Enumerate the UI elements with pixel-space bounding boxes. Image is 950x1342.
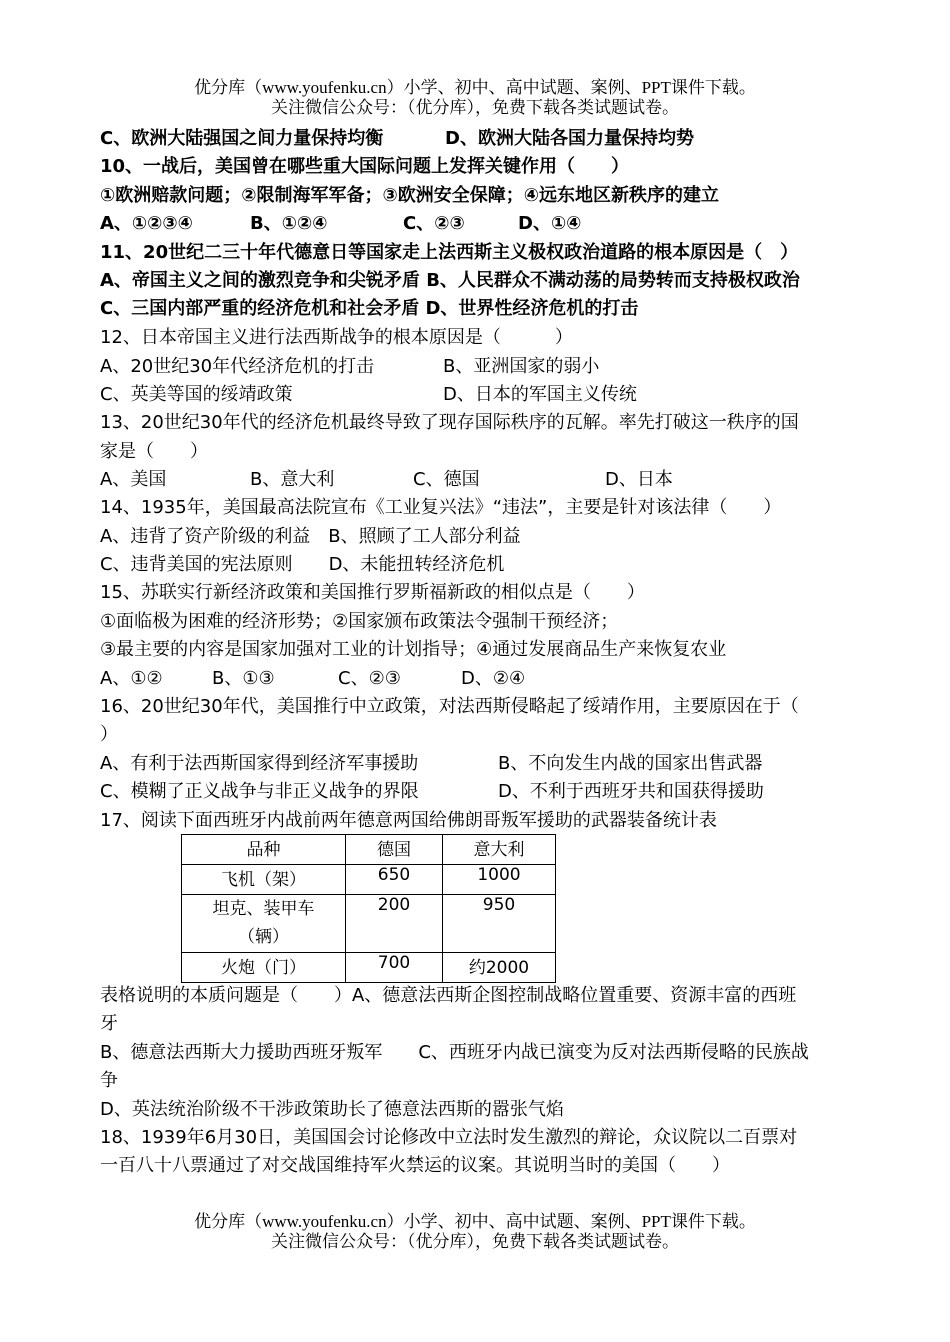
table-row — [182, 953, 556, 983]
q16-option-d: D、不利于西班牙共和国获得援助 — [498, 781, 764, 802]
q17-line-3: B、德意法西斯大力援助西班牙叛军 C、西班牙内战已演变为反对法西斯侵略的民族战 — [100, 1042, 809, 1063]
table-header-cell: 意大利 — [443, 835, 556, 865]
q17-stem: 17、阅读下面西班牙内战前两年德意两国给佛朗哥叛军援助的武器装备统计表 — [100, 810, 717, 831]
table-cell: 火炮（门） — [182, 953, 346, 983]
page-header-line-2: 关注微信公众号：（优分库），免费下载各类试题试卷。 — [271, 98, 679, 117]
q17-line-4: 争 — [100, 1070, 118, 1091]
q14-options-ab: A、违背了资产阶级的利益 B、照顾了工人部分利益 — [100, 526, 521, 547]
q14-options-cd: C、违背美国的宪法原则 D、未能扭转经济危机 — [100, 554, 505, 575]
page-footer-line-1: 优分库（www.youfenku.cn）小学、初中、高中试题、案例、PPT课件下载。 — [194, 1212, 756, 1231]
weapons-table — [181, 834, 556, 983]
table-row — [182, 895, 556, 953]
page-header-line-1: 优分库（www.youfenku.cn）小学、初中、高中试题、案例、PPT课件下载。 — [194, 78, 756, 97]
table-cell: 200 — [346, 895, 443, 953]
page-footer-line-2: 关注微信公众号：（优分库），免费下载各类试题试卷。 — [271, 1232, 679, 1251]
table-cell: 坦克、装甲车（辆） — [182, 895, 346, 953]
q10-option-b: B、①②④ — [250, 213, 328, 234]
q15-item-line-2: ③最主要的内容是国家加强对工业的计划指导；④通过发展商品生产来恢复农业 — [100, 639, 727, 660]
table-cell: 飞机（架） — [182, 865, 346, 895]
table-header-cell: 德国 — [346, 835, 443, 865]
q16-option-a: A、有利于法西斯国家得到经济军事援助 — [100, 753, 419, 774]
q11-options-cd: C、三国内部严重的经济危机和社会矛盾 D、世界性经济危机的打击 — [100, 298, 639, 319]
q18-stem-line-1: 18、1939年6月30日，美国国会讨论修改中立法时发生激烈的辩论，众议院以二百票对 — [100, 1127, 798, 1148]
q15-item-line-1: ①面临极为困难的经济形势；②国家颁布政策法令强制干预经济； — [100, 611, 619, 632]
table-cell: 650 — [346, 865, 443, 895]
q13-option-a: A、美国 — [100, 469, 167, 490]
q15-option-d: D、②④ — [461, 668, 526, 689]
q10-option-c: C、②③ — [403, 213, 465, 234]
q10-stem: 10、一战后，美国曾在哪些重大国际问题上发挥关键作用（ ） — [100, 156, 630, 177]
q13-option-d: D、日本 — [605, 469, 673, 490]
table-row — [182, 865, 556, 895]
q12-option-c: C、英美等国的绥靖政策 — [100, 384, 293, 405]
table-cell: 950 — [443, 895, 556, 953]
q12-option-b: B、亚洲国家的弱小 — [443, 356, 600, 377]
q13-stem-line-1: 13、20世纪30年代的经济危机最终导致了现存国际秩序的瓦解。率先打破这一秩序的国 — [100, 412, 799, 433]
q9-option-d: D、欧洲大陆各国力量保持均势 — [445, 128, 694, 149]
table-cell: 1000 — [443, 865, 556, 895]
q17-line-5: D、英法统治阶级不干涉政策助长了德意法西斯的嚣张气焰 — [100, 1099, 564, 1120]
q15-stem: 15、苏联实行新经济政策和美国推行罗斯福新政的相似点是（ ） — [100, 582, 645, 603]
q13-option-c: C、德国 — [413, 469, 480, 490]
q16-option-b: B、不向发生内战的国家出售武器 — [498, 753, 763, 774]
table-header-cell: 品种 — [182, 835, 346, 865]
table-cell: 700 — [346, 953, 443, 983]
q17-line-1: 表格说明的本质问题是（ ）A、德意法西斯企图控制战略位置重要、资源丰富的西班 — [100, 985, 797, 1006]
table-cell: 约2000 — [443, 953, 556, 983]
q9-option-c: C、欧洲大陆强国之间力量保持均衡 — [100, 128, 384, 149]
q12-stem: 12、日本帝国主义进行法西斯战争的根本原因是（ ） — [100, 327, 573, 348]
q13-stem-line-2: 家是（ ） — [100, 441, 208, 462]
q17-line-2: 牙 — [100, 1013, 118, 1034]
q11-stem: 11、20世纪二三十年代德意日等国家走上法西斯主义极权政治道路的根本原因是（ ） — [100, 242, 799, 263]
table-header-row — [182, 835, 556, 865]
q15-option-b: B、①③ — [212, 668, 275, 689]
q16-option-c: C、模糊了正义战争与非正义战争的界限 — [100, 781, 419, 802]
q15-option-c: C、②③ — [338, 668, 401, 689]
q10-items: ①欧洲赔款问题；②限制海军军备；③欧洲安全保障；④远东地区新秩序的建立 — [100, 185, 719, 206]
q11-options-ab: A、帝国主义之间的激烈竞争和尖锐矛盾 B、人民群众不满动荡的局势转而支持极权政治 — [100, 270, 800, 291]
q10-option-a: A、①②③④ — [100, 213, 193, 234]
q13-option-b: B、意大利 — [250, 469, 335, 490]
q16-stem-line-2: ） — [100, 724, 118, 745]
q10-option-d: D、①④ — [518, 213, 582, 234]
q16-stem-line-1: 16、20世纪30年代，美国推行中立政策，对法西斯侵略起了绥靖作用，主要原因在于（ — [100, 696, 799, 717]
q18-stem-line-2: 一百八十八票通过了对交战国维持军火禁运的议案。其说明当时的美国（ ） — [100, 1155, 730, 1176]
q14-stem: 14、1935年，美国最高法院宣布《工业复兴法》“违法”，主要是针对该法律（ ） — [100, 497, 782, 518]
q12-option-a: A、20世纪30年代经济危机的打击 — [100, 356, 375, 377]
q15-option-a: A、①② — [100, 668, 163, 689]
q12-option-d: D、日本的军国主义传统 — [443, 384, 637, 405]
